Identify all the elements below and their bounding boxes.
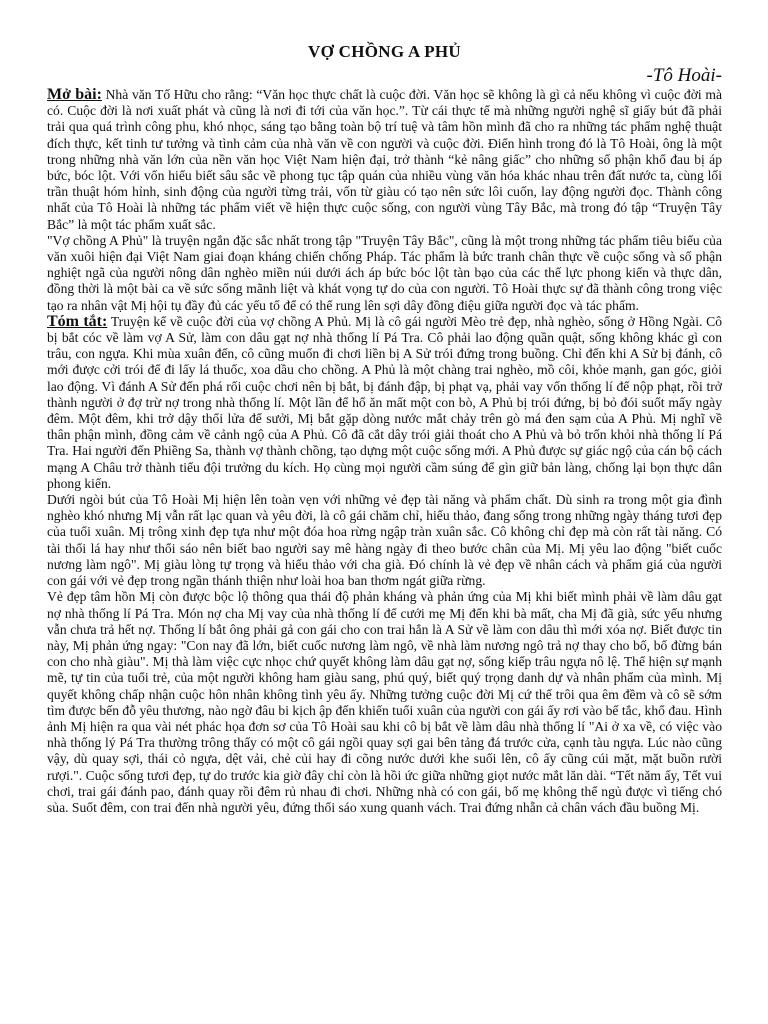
- document-title: VỢ CHỒNG A PHỦ: [308, 42, 461, 61]
- intro-heading: Mở bài:: [47, 86, 102, 103]
- summary-heading: Tóm tắt:: [47, 312, 108, 330]
- summary-paragraph-2: Dưới ngòi bút của Tô Hoài Mị hiện lên toàn vẹn với những vẻ đẹp tài năng và phẩm chất. Dù sinh ra trong một gia đình nghèo khó nhưng Mị vẫn rất lạc quan và yêu đời, là cô gái chăm chỉ, hiếu thảo, đang sống trong những ngày tháng tươi đẹp của tuổi xuân. Mị trông xinh đẹp tựa như một đóa hoa rừng ngập tràn xuân sắc. Cô không chỉ đẹp mà còn rất tài năng. Có tài thổi lá hay như thổi sáo nên biết bao người say mê hàng ngày đi theo bước chân của Mị. Mị yêu lao động "biết cuốc nương làm ngô". Mị giàu lòng tự trọng và hiếu thảo với cha già. Đó chính là vẻ đẹp về nhân cách và phẩm giá của người con gái với vẻ đẹp trong ngần thánh thiện như loài hoa ban thơm ngát giữa rừng.: [47, 492, 722, 589]
- summary-paragraph-1-text: Truyện kể về cuộc đời của vợ chồng A Phủ. Mị là cô gái người Mèo trẻ đẹp, nhà nghèo, sống ở Hồng Ngài. Cô bị bắt cóc về làm vợ A Sử, làm con dâu gạt nợ nhà thống lí Pá Tra. Cô phải lao động quần quật, sống không khác gì con trâu, con ngựa. Khi mùa xuân đến, cô cũng muốn đi chơi liền bị A Sử trói đứng trong buồng. Chỉ đến khi A Sử bị đánh, cô mới được cởi trói để đi lấy lá thuốc, xoa dầu cho chồng. A Phủ là một chàng trai nghèo, mồ côi, khỏe mạnh, gan góc, giỏi lao động. Vì đánh A Sử đến phá rối cuộc chơi nên bị bắt, bị đánh đập, bị phạt vạ, phải vay vốn thống lí để nộp phạt, rồi trở thành người ở đợ trừ nợ trong nhà thống lí. Một lần để hổ ăn mất một con bò, A Phủ bị trói đứng, bị bỏ đói suốt mấy ngày đêm. Một đêm, khi trở dậy thổi lửa để sưởi, Mị bắt gặp dòng nước mắt chảy trên gò má đen sạm của A Phủ. Mị nghĩ về thân phận mình, đồng cảm về cảnh ngộ của A Phủ. Cô đã cắt dây trói giải thoát cho A Phủ và bỏ trốn khỏi nhà thống lí Pá Tra. Hai người đến Phiềng Sa, thành vợ thành chồng, tạo dựng một cuộc sống mới. A Phủ được sự giác ngộ của cán bộ cách mạng A Châu trở thành tiểu đội trưởng du kích. Họ cùng mọi người cầm súng để gìn giữ bản làng, chống lại bọn thực dân phong kiến.: [47, 313, 723, 491]
- summary-paragraph-1: [47, 314, 722, 492]
- document-body: [47, 87, 722, 816]
- document-author: -Tô Hoài-: [646, 65, 722, 86]
- summary-paragraph-3: Vẻ đẹp tâm hồn Mị còn được bộc lộ thông qua thái độ phản kháng và phản ứng của Mị khi biết mình phải về làm dâu gạt nợ nhà thống lí Pá Tra. Món nợ cha Mị vay của nhà thống lí để cưới mẹ Mị đến khi bà mất, cha Mị đã già, sức yếu nhưng vẫn chưa trả hết nợ. Thống lí bắt ông phải gả con gái cho con trai hắn là A Sử về làm con dâu thì mới xóa nợ. Biết được tin này, Mị phản ứng ngay: "Con nay đã lớn, biết cuốc nương làm ngô, về nhà làm nương ngô trả nợ thay cho bố, bố đừng bán con cho nhà giàu". Mị thà làm việc cực nhọc chứ quyết không làm dâu gạt nợ, sống kiếp trâu ngựa nô lệ. Thể hiện sự mạnh mẽ, tự tin của tuổi trẻ, của một người không ham giàu sang, phú quý, biết quý trọng danh dự và nhân phẩm của mình. Mị quyết không chấp nhận cuộc hôn nhân không tình yêu ấy. Những tưởng cuộc đời Mị cứ thế trôi qua êm đềm và cô sẽ sớm tìm được bến đỗ yêu thương, nào ngờ đâu bi kịch ập đến khiến tuổi xuân của người con gái ấy rơi vào bế tắc, khổ đau. Hình ảnh Mị hiện ra qua vài nét phác họa đơn sơ của Tô Hoài sau khi cô bị bắt về làm dâu nhà thống lí "Ai ở xa về, có việc vào nhà thống lý Pá Tra thường trông thấy có một cô gái ngồi quay sợi gai bên tảng đá trước cửa, cạnh tàu ngựa. Lúc nào cũng vậy, dù quay sợi, thái cỏ ngựa, dệt vải, chẻ củi hay đi cõng nước dưới khe suối lên, cô ấy cũng cúi mặt, mặt buồn rười rượi.". Cuộc sống tươi đẹp, tự do trước kia giờ đây chỉ còn là hồi ức giữa những giọt nước mắt lăn dài. “Tết năm ấy, Tết vui chơi, trai gái đánh pao, đánh quay rồi đêm rủ nhau đi chơi. Những nhà có con gái, bố mẹ không thể ngủ được vì tiếng chó sủa. Suốt đêm, con trai đến nhà người yêu, đứng thổi sáo xung quanh vách. Trai đứng nhẵn cả chân vách đầu buồng Mị.: [47, 589, 722, 815]
- intro-paragraph-2: "Vợ chồng A Phủ" là truyện ngắn đặc sắc nhất trong tập "Truyện Tây Bắc", cũng là một trong những tác phẩm tiêu biểu của văn xuôi hiện đại Việt Nam giai đoạn kháng chiến chống Pháp. Tác phẩm là bức tranh chân thực về cuộc sống và số phận nghiệt ngã của người nông dân nghèo miền núi dưới ách áp bức bóc lột tàn bạo của các thế lực phong kiến và thực dân, đồng thời là một bài ca về sức sống mãnh liệt và khát vọng tự do của con người. Tô Hoài thực sự đã thành công trong việc tạo ra nhân vật Mị hội tụ đầy đủ các yếu tố để có thể rung lên sợi dây đồng điệu giữa người đọc và tác phẩm.: [47, 232, 722, 313]
- intro-paragraph-1-text: Nhà văn Tố Hữu cho rằng: “Văn học thực chất là cuộc đời. Văn học sẽ không là gì cả nếu không vì cuộc đời mà có. Cuộc đời là nơi xuất phát và cũng là nơi đi tới của văn học.”. Từ cái thực tế mà những người nghệ sĩ giấy bút đã phải trải qua quá trình công phu, khó nhọc, sáng tạo bằng toàn bộ trí tuệ và tâm hồn mình đã cho ra những tác phẩm nghệ thuật đích thực, kết tinh tư tưởng và tình cảm của nhà văn về con người và cuộc đời. Điển hình trong đó là Tô Hoài, ông là một trong những nhà văn lớn của nền văn học Việt Nam hiện đại, trở thành “kẻ nâng giấc” cho những số phận khổ đau bị áp bức, bóc lột. Với vốn hiểu biết sâu sắc về phong tục tập quán của nhiều vùng văn hóa khác nhau trên đất nước ta, cùng lối trần thuật hóm hỉnh, sinh động của người từng trải, vốn từ giàu có tạo nên sức lôi cuốn, lay động người đọc. Thành công nhất của Tô Hoài là những tác phẩm viết về hiện thực cuộc sống, con người vùng Tây Bắc, mà trong đó tập “Truyện Tây Bắc” là một tác phẩm xuất sắc.: [47, 87, 722, 232]
- intro-paragraph-1: [47, 87, 722, 233]
